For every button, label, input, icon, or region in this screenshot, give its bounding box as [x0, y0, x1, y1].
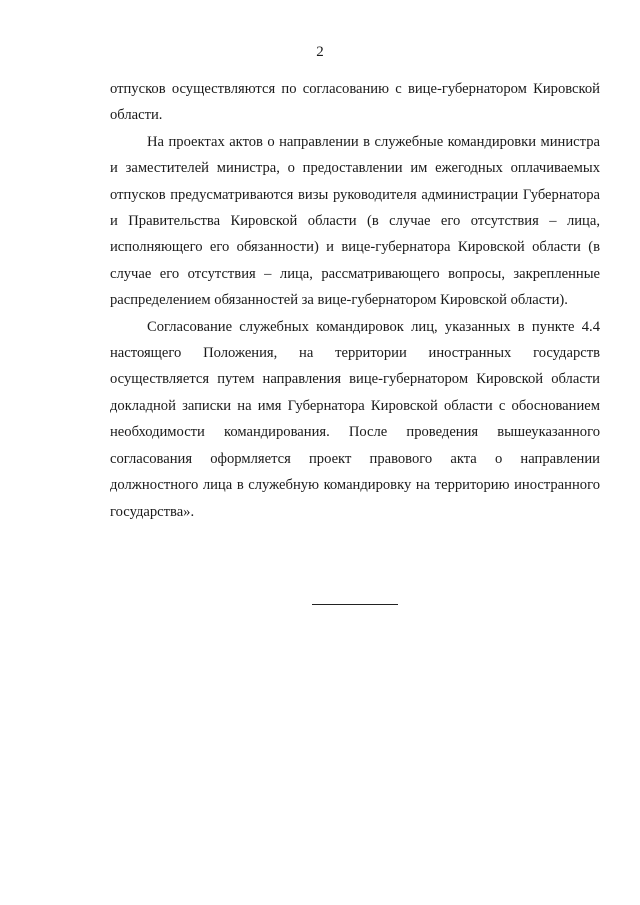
page-number: 2	[316, 44, 324, 60]
paragraph-3: Согласование служебных командировок лиц, указанных в пункте 4.4 настоящего Положения, на территории иностранных государств осуществляется путем направления вице-губернатором Кировской области докладной записки на имя Губернатора Кировской области с обоснованием необходимости командирования. После проведения вышеуказанного согласования оформляется проект правового акта о направлении должностного лица в служебную командировку на территорию иностранного государства».	[110, 318, 600, 520]
paragraph-1: отпусков осуществляются по согласованию с вице-губернатором Кировской области.	[110, 81, 600, 124]
paragraph-2: На проектах актов о направлении в служебные командировки министра и заместителей министра, о предоставлении им ежегодных оплачиваемых отпусков предусматриваются визы руководителя администрации Губернатора и Правительства Кировской области (в случае его отсутствия – лица, исполняющего его обязанности) и вице-губернатора Кировской области (в случае его отсутствия – лица, рассматривающего вопросы, закрепленные распределением обязанностей за вице-губернатором Кировской области).	[110, 133, 600, 309]
document-body	[110, 76, 600, 525]
end-divider-line	[312, 604, 398, 605]
